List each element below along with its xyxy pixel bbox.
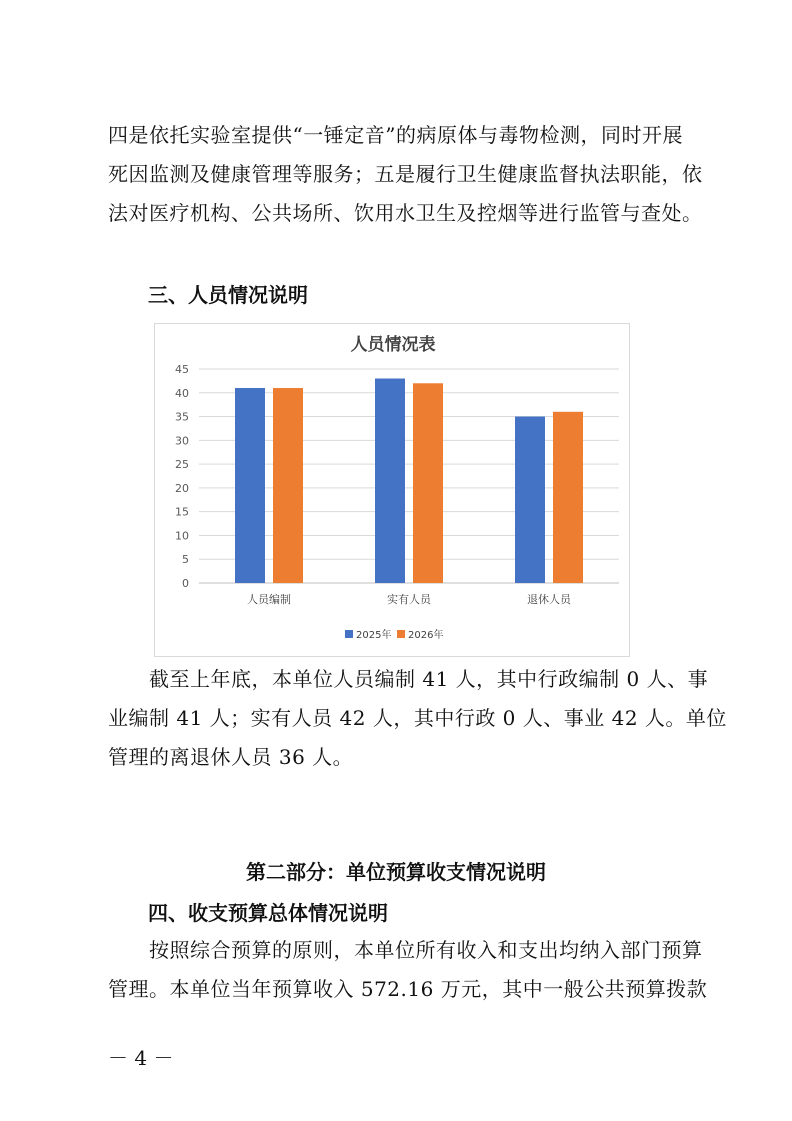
y-tick-label: 35 (175, 410, 189, 424)
staff-chart (154, 323, 630, 657)
bar (413, 383, 443, 583)
y-tick-label: 20 (175, 481, 189, 495)
chart-legend (345, 628, 443, 641)
bar (515, 417, 545, 583)
chart-x-axis (247, 592, 572, 606)
intro-paragraph (108, 116, 703, 233)
y-tick-label: 30 (175, 434, 189, 448)
staff-line-1: 截至上年底，本单位人员编制 41 人，其中行政编制 0 人、事 (149, 667, 709, 691)
x-tick-label: 实有人员 (387, 593, 431, 606)
chart-bars (235, 379, 583, 583)
intro-line-1: 四是依托实验室提供“一锤定音”的病原体与毒物检测，同时开展 (108, 123, 683, 147)
bar (553, 412, 583, 583)
legend-swatch (397, 630, 405, 638)
legend-label: 2025年 (356, 630, 392, 641)
legend-swatch (345, 630, 353, 638)
bar (375, 379, 405, 583)
page-number: － 4 － (108, 1046, 174, 1070)
y-tick-label: 15 (175, 505, 189, 519)
x-tick-label: 退休人员 (527, 593, 571, 606)
part-2-heading: 第二部分：单位预算收支情况说明 (246, 860, 546, 884)
staff-paragraph (108, 660, 727, 777)
budget-paragraph (108, 931, 708, 1009)
y-tick-label: 10 (175, 529, 189, 543)
x-tick-label: 人员编制 (247, 593, 291, 606)
intro-line-3: 法对医疗机构、公共场所、饮用水卫生及控烟等进行监管与查处。 (108, 201, 703, 225)
chart-title: 人员情况表 (350, 335, 436, 355)
bar (273, 388, 303, 583)
legend-label: 2026年 (408, 630, 444, 641)
y-tick-label: 45 (175, 363, 189, 376)
bar (235, 388, 265, 583)
staff-chart-svg (155, 324, 631, 658)
staff-line-3: 管理的离退休人员 36 人。 (108, 745, 354, 769)
y-tick-label: 40 (175, 386, 189, 400)
y-tick-label: 5 (182, 553, 189, 567)
chart-y-axis (175, 363, 189, 590)
y-tick-label: 0 (182, 577, 189, 590)
intro-line-2: 死因监测及健康管理等服务；五是履行卫生健康监督执法职能，依 (108, 162, 703, 186)
budget-line-2: 管理。本单位当年预算收入 572.16 万元，其中一般公共预算拨款 (108, 977, 708, 1001)
staff-line-2: 业编制 41 人；实有人员 42 人，其中行政 0 人、事业 42 人。单位 (108, 706, 727, 730)
budget-line-1: 按照综合预算的原则，本单位所有收入和支出均纳入部门预算 (149, 938, 703, 962)
section-3-heading: 三、人员情况说明 (148, 283, 308, 307)
section-4-heading: 四、收支预算总体情况说明 (148, 901, 388, 925)
y-tick-label: 25 (175, 458, 189, 472)
